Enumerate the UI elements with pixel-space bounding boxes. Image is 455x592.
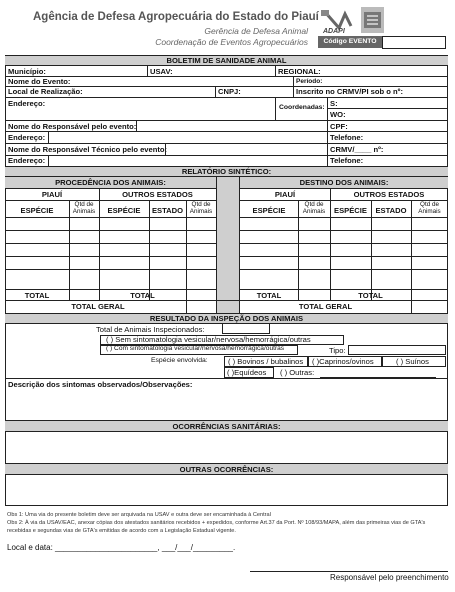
- obs-1: Obs 1: Uma via do presente boletim deve ser arquivada na USAV e outra deve ser encaminhada à Central: [7, 512, 271, 518]
- dest-piaui-label: PIAUÍ: [274, 190, 296, 199]
- header-title: Agência de Defesa Agropecuária do Estado do Piauí: [33, 11, 319, 23]
- dest-qtd-2: Qtd de Animais: [418, 201, 441, 215]
- cpf-label: CPF:: [330, 122, 348, 131]
- tipo-label: Tipo:: [329, 346, 346, 355]
- obs-2b: recebidas e segundas vias de GTA's emitidas de acordo com a Legislação Estadual vigente.: [7, 528, 236, 534]
- total-inspecionados-field[interactable]: [222, 324, 270, 334]
- signature-line: [250, 571, 448, 572]
- proc-qtd-1: Qtd de Animais: [72, 201, 96, 215]
- proc-piaui-total: TOTAL: [24, 291, 50, 300]
- outras-ocorrencias-field[interactable]: [6, 476, 446, 504]
- telefone-label: Telefone:: [330, 133, 364, 142]
- inscrito-label: Inscrito no CRMV/PI sob o nº:: [296, 87, 403, 96]
- suinos-label: ( ) Suínos: [396, 357, 429, 366]
- dest-especie-2: ESPÉCIE: [334, 206, 367, 215]
- descricao-label: Descrição dos sintomas observados/Observações:: [8, 380, 193, 389]
- com-sintomatologia-label: ( ) Com sintomatologia vesicular/nervosa/hemorrágica/outras: [106, 345, 285, 352]
- logo-text: ADAPI: [323, 28, 345, 35]
- relatorio-title: RELATÓRIO SINTÉTICO:: [5, 166, 448, 177]
- especie-envolvida-label: Espécie envolvida:: [151, 357, 208, 364]
- proc-especie-2: ESPÉCIE: [107, 206, 141, 215]
- dest-piaui-total: TOTAL: [256, 291, 282, 300]
- obs-2a: Obs 2: À via da USAV/EAC, anexar cópias dos atestados sanitários recebidos + expedidos, conforme Art.37 da Port. Nº 108/93/MAPA, além das primeiras vias de GTA's: [7, 520, 426, 526]
- proc-outros-label: OUTROS ESTADOS: [122, 190, 193, 199]
- header-subtitle-2: Coordenação de Eventos Agropecuários: [155, 37, 308, 47]
- dest-total-geral: TOTAL GERAL: [298, 302, 353, 311]
- proc-qtd-2: Qtd de Animais: [189, 201, 213, 215]
- state-emblem-icon: [360, 6, 385, 34]
- inspecao-title: RESULTADO DA INSPEÇÃO DOS ANIMAIS: [5, 313, 448, 324]
- boletim-title: BOLETIM DE SANIDADE ANIMAL: [5, 55, 448, 66]
- descricao-field[interactable]: [6, 390, 446, 419]
- adapi-logo: [319, 8, 359, 38]
- telefone2-label: Telefone:: [330, 156, 364, 165]
- total-inspecionados-label: Total de Animais Inspecionados:: [96, 325, 205, 334]
- proc-piaui-label: PIAUÍ: [41, 190, 63, 199]
- endereco2-label: Endereço:: [8, 133, 46, 142]
- proc-outros-total: TOTAL: [130, 291, 155, 300]
- municipio-label: Município:: [8, 67, 46, 76]
- codigo-evento-label: Código EVENTO: [318, 36, 382, 48]
- nome-evento-label: Nome do Evento:: [8, 77, 71, 86]
- nome-tecnico-label: Nome do Responsável Técnico pelo evento:: [8, 145, 168, 154]
- periodo-label: Período:: [296, 78, 323, 85]
- dest-estado: ESTADO: [375, 206, 407, 215]
- bovinos-label: ( ) Bovinos / bubalinos: [228, 357, 304, 366]
- dest-qtd-1: Qtd de Animais: [302, 201, 326, 215]
- s-label: S:: [330, 99, 338, 108]
- outras-label: ( ) Outras:: [280, 368, 315, 377]
- procedencia-title: PROCEDÊNCIA DOS ANIMAIS:: [55, 178, 166, 187]
- destino-title: DESTINO DOS ANIMAIS:: [299, 178, 389, 187]
- relatorio-divider: [216, 177, 240, 313]
- regional-label: REGIONAL:: [278, 67, 321, 76]
- endereco-label: Endereço:: [8, 99, 46, 108]
- endereco3-label: Endereço:: [8, 156, 46, 165]
- proc-estado: ESTADO: [151, 206, 184, 215]
- nome-responsavel-label: Nome do Responsável pelo evento:: [8, 122, 137, 131]
- crmv-label: CRMV/____ nº:: [330, 145, 384, 154]
- dest-outros-total: TOTAL: [358, 291, 383, 300]
- ocorrencias-sanitarias-field[interactable]: [6, 433, 446, 462]
- header-subtitle-1: Gerência de Defesa Animal: [204, 26, 308, 36]
- ocorrencias-sanitarias-title: OCORRÊNCIAS SANITÁRIAS:: [5, 420, 448, 432]
- proc-especie-1: ESPÉCIE: [20, 206, 54, 215]
- caprinos-label: ( )Caprinos/ovinos: [312, 357, 374, 366]
- wo-label: WO:: [330, 110, 346, 119]
- dest-outros-label: OUTROS ESTADOS: [353, 190, 425, 199]
- local-realizacao-label: Local de Realização:: [8, 87, 83, 96]
- proc-total-geral: TOTAL GERAL: [71, 302, 125, 311]
- equideos-label: ( )Equídeos: [227, 368, 267, 377]
- dest-especie-1: ESPÉCIE: [252, 206, 286, 215]
- cnpj-label: CNPJ:: [218, 87, 241, 96]
- outras-ocorrencias-title: OUTRAS OCORRÊNCIAS:: [5, 463, 448, 475]
- coordenadas-label: Coordenadas:: [279, 104, 325, 111]
- responsavel-label: Responsável pelo preenchimento: [330, 573, 449, 582]
- sem-sintomatologia-label: ( ) Sem sintomatologia vesicular/nervosa/hemorrágica/outras: [106, 335, 311, 344]
- tipo-field[interactable]: [348, 345, 446, 355]
- codigo-evento-field[interactable]: [382, 36, 446, 49]
- local-data-label: Local e data: _______________________, ___/___/_________.: [7, 543, 236, 552]
- usav-label: USAV:: [150, 67, 173, 76]
